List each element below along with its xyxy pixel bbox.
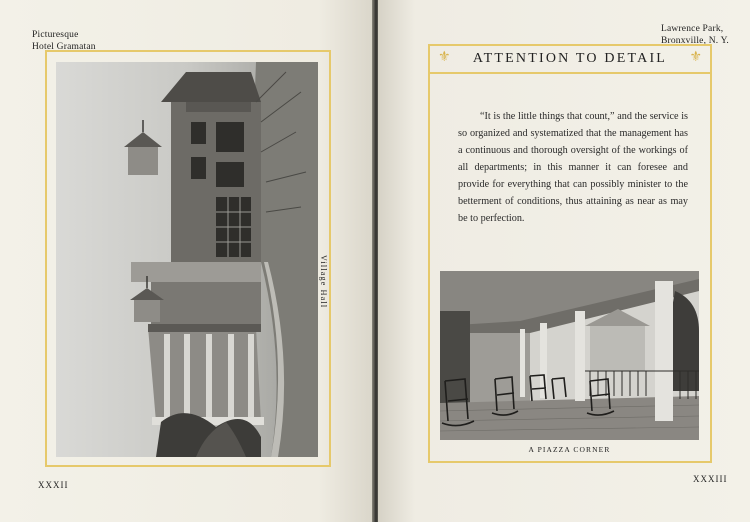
running-head-line: Picturesque [32,30,79,40]
piazza-corner-photo [440,271,699,440]
right-page-number: XXXIII [693,474,728,484]
running-head-line: Hotel Gramatan [32,42,96,52]
fleur-de-lis-icon: ⚜ [438,50,451,65]
title-band [430,46,710,74]
body-paragraph: “It is the little things that count,” and the service is so organized and systematized that the management has a continuous and thorough oversight of the workings of all departments; in this manner it can foresee and provide for everything that can possibly minister to the betterment of conditions, thus attaining as near as may be to perfection. [458,111,688,224]
running-head-line: Bronxville, N. Y. [660,36,729,46]
piazza-illustration [440,271,699,440]
running-head-line: Lawrence Park, [660,24,724,34]
village-hall-photo [56,62,318,457]
body-text [458,108,688,227]
page-title: ATTENTION TO DETAIL [472,51,668,66]
fleur-de-lis-icon: ⚜ [689,50,702,65]
piazza-corner-caption: A PIAZZA CORNER [528,445,611,454]
village-hall-caption: Village Hall [319,255,328,309]
left-page-number: XXXII [38,480,69,490]
village-hall-illustration [56,62,318,457]
